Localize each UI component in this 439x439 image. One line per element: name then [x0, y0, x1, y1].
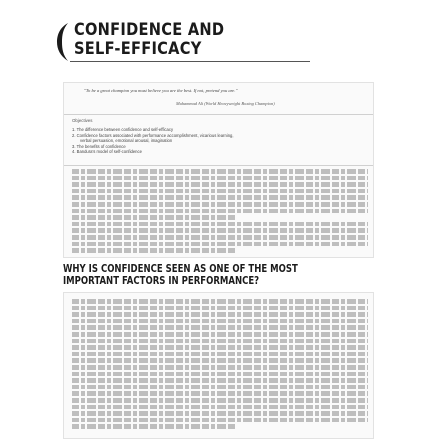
section-heading-line-2: IMPORTANT FACTORS IN PERFORMANCE?	[63, 275, 260, 287]
objective-item: 1. The difference between confidence and self-efficacy	[72, 127, 174, 132]
objective-item: 3. The benefits of confidence	[72, 143, 126, 149]
epigraph-quote: "To be a great champion you must believe you are the best. If not, pretend you are."	[84, 88, 238, 93]
illegible-body-text	[72, 169, 368, 255]
divider	[64, 114, 374, 115]
page-thumbnail-bottom	[63, 292, 374, 439]
page-thumbnail-top	[63, 82, 374, 258]
title-line-2: SELF-EFFICACY	[74, 39, 202, 59]
title-line-1: CONFIDENCE AND	[74, 20, 225, 40]
illegible-body-text	[72, 299, 368, 431]
objectives-label: Objectives	[72, 118, 93, 123]
objective-item: 2. Confidence factors associated with performance accomplishment, vicarious learning,	[72, 132, 234, 138]
section-heading-line-1: WHY IS CONFIDENCE SEEN AS ONE OF THE MOST	[63, 263, 298, 275]
crescent-bracket-icon	[56, 22, 70, 62]
objective-item: 4. Bandura's model of self-confidence	[72, 149, 142, 155]
title-underline	[70, 61, 310, 62]
epigraph-author: Muhammad Ali (World Heavyweight Boxing Champion)	[176, 101, 275, 106]
divider	[64, 165, 374, 166]
title-block	[56, 20, 316, 64]
objective-item: verbal persuasion, emotional arousal, imagination	[80, 138, 173, 144]
objectives-list	[72, 127, 362, 155]
